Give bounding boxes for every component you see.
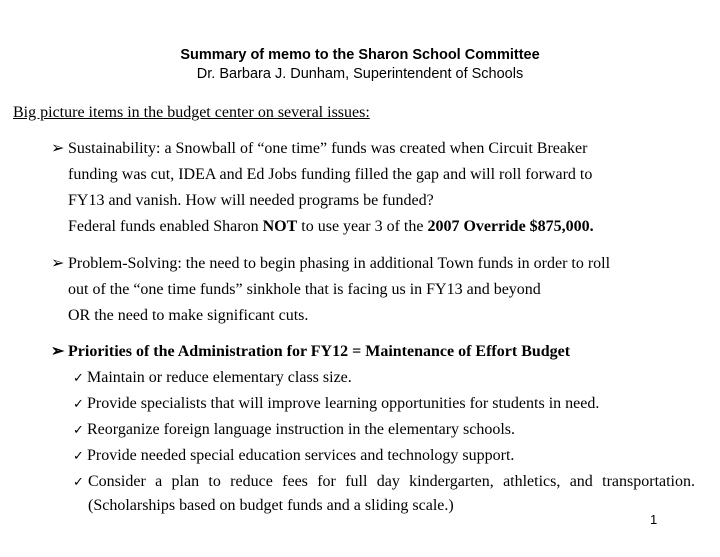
checkmark-icon: ✓ [73,397,84,412]
checkmark-icon: ✓ [73,475,84,490]
problem-solving-line-3: OR the need to make significant cuts. [68,307,309,324]
priority-item: ✓ Reorganize foreign language instruction in the elementary schools. [73,420,515,441]
document-subtitle: Dr. Barbara J. Dunham, Superintendent of Schools [196,66,524,82]
arrow-bullet-icon: ➢ [51,255,65,272]
sustainability-line-2: funding was cut, IDEA and Ed Jobs funding filled the gap and will roll forward to [68,166,593,183]
problem-solving-line-1: ➢ Problem-Solving: the need to begin phasing in additional Town funds in order to roll [51,255,611,272]
priority-item: ✓ Provide specialists that will improve learning opportunities for students in need. [73,394,599,415]
checkmark-icon: ✓ [73,371,84,386]
document-header [0,46,720,84]
sustainability-line-3: FY13 and vanish. How will needed programs be funded? [68,192,434,209]
document-title: Summary of memo to the Sharon School Committee [180,47,540,63]
arrow-bullet-icon: ➢ [51,343,65,360]
intro-heading: Big picture items in the budget center on several issues: [13,104,370,121]
priority-item: ✓ Provide needed special education services and technology support. [73,446,514,467]
priority-item-checkmark [73,472,87,493]
checkmark-icon: ✓ [73,449,84,464]
page-number: 1 [650,512,658,527]
problem-solving-line-2: out of the “one time funds” sinkhole that is facing us in FY13 and beyond [68,281,541,298]
sustainability-line-4: Federal funds enabled Sharon NOT to use year 3 of the 2007 Override $875,000. [68,218,594,235]
priority-item-multiline: Consider a plan to reduce fees for full day kindergarten, athletics, and transportation. (Scholarships based on budget funds and a sliding scale.) [88,473,695,514]
priority-item: ✓ Maintain or reduce elementary class size. [73,368,352,389]
checkmark-icon: ✓ [73,423,84,438]
arrow-bullet-icon: ➢ [51,140,65,157]
priorities-heading: ➢ Priorities of the Administration for FY12 = Maintenance of Effort Budget [51,343,571,360]
sustainability-line-1: ➢ Sustainability: a Snowball of “one time” funds was created when Circuit Breaker [51,140,588,157]
